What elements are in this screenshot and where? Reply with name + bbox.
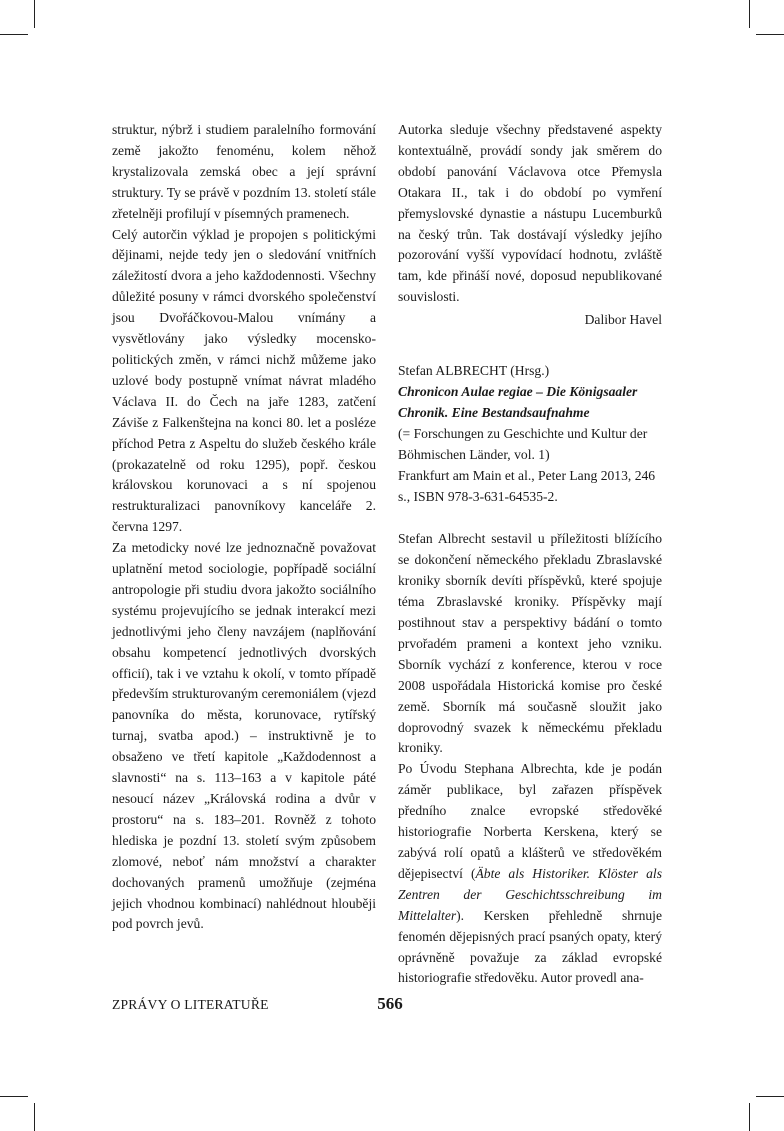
crop-mark xyxy=(0,1096,28,1097)
paragraph xyxy=(398,759,662,989)
review-signature: Dalibor Havel xyxy=(584,312,662,328)
crop-mark xyxy=(756,1096,784,1097)
paragraph: Autorka sleduje všechny představené aspekty kontextuálně, provádí sondy jak směrem do období panování Václavova otce Přemysla Otakara II., tak i do období po vymření přemyslovské dynastie a nástupu Lucemburků na český trůn. Tak dostávají výsledky jejího pozorování vyšší vypovídací hodnotu, zvláště tam, kde přináší nové, doposud nepublikované souvislosti. xyxy=(398,122,662,305)
crop-mark xyxy=(756,34,784,35)
crop-mark xyxy=(0,34,28,35)
paragraph: Stefan Albrecht sestavil u příležitosti blížícího se dokončení německého překladu Zbraslavské kroniky sborník devíti příspěvků, které spojuje téma Zbraslavské kroniky. Příspěvky mají postihnout stav a perspektivy bádání o tomto prvořadém prameni a kontext jeho vzniku. Sborník vychází z konference, kterou v roce 2008 uspořádala Historická komise pro české země. Sborník má současně sloužit jako doprovodný svazek k německému překladu kroniky. xyxy=(398,531,662,756)
reference-series: (= Forschungen zu Geschichte und Kultur der Böhmischen Länder, vol. 1) xyxy=(398,425,648,462)
paragraph: struktur, nýbrž i studiem paralelního formování země jakožto fenoménu, kolem něhož krystalizovala zemská obec a její správní struktury. Ty se právě v pozdním 13. století stále zřetelněji profilují v písemných pramenech. xyxy=(112,122,376,221)
crop-mark xyxy=(749,0,750,28)
right-column xyxy=(398,120,662,989)
book-reference xyxy=(398,361,662,507)
paragraph: Celý autorčin výklad je propojen s politickými dějinami, nejde tedy jen o sledování vnitřních záležitostí dvora a jeho každodennosti. Všechny důležité posuny v rámci dvorského společenství jsou Dvořáčkovou-Malou vnímány a vysvětlovány jako výsledky mocensko-politických změn, v rámci nichž můžeme jako uzlové body postupně vnímat návrat mladého Václava II. do Čech na jaře 1283, zatčení Záviše z Falkenštejna na konci 80. let a posléze příchod Petra z Aspeltu do služeb českého krále (prokazatelně od roku 1295), popř. českou královskou korunovaci a s ní spojenou restrukturalizaci panovníkovy kanceláře 2. června 1297. xyxy=(112,226,376,535)
crop-mark xyxy=(34,1103,35,1131)
paragraph: Za metodicky nové lze jednoznačně považovat uplatnění metod sociologie, popřípadě sociální antropologie při studiu dvora jakožto sociálního systému projevujícího se jednak interakcí mezi jednotlivými jeho členy navzájem (naplňování obsahu kompetencí jednotlivých dvorských officií), tak i ve vztahu k okolí, v tomto případě především strukturovaným ceremoniálem (vjezd panovníka do města, korunovace, rytířský turnaj, svatba apod.) – instruktivně je to obsaženo ve třetí kapitole „Každodennost a slavnosti“ na s. 113–163 a v kapitole páté nesoucí název „Královská rodina a dvůr v prostoru“ na s. 183–201. Rovněž z tohoto hlediska je pozdní 13. století svým způsobem zlomové, neboť nám množství a charakter dochovaných pramenů umožňuje (zejména jejich vhodnou kombinací) nahlédnout hlouběji pod povrch jevů. xyxy=(112,540,376,932)
reference-title: Chronicon Aulae regiae – Die Königsaaler Chronik. Eine Bestandsaufnahme xyxy=(398,383,638,420)
paragraph-text: ). Kersken přehledně shrnuje fenomén dějepisných prací psaných opaty, který oprávněně považuje za základ evropské historiografie středověku. Autor provedl ana- xyxy=(398,907,662,986)
running-footer-title: ZPRÁVY O LITERATUŘE xyxy=(112,997,269,1012)
page-number: 566 xyxy=(377,994,403,1013)
crop-mark xyxy=(749,1103,750,1131)
italic-title: Äbte als Historiker. Klöster als Zentren der Geschichtsschreibung im Mittelalter xyxy=(398,865,662,923)
reference-author: Stefan ALBRECHT (Hrsg.) xyxy=(398,363,550,379)
crop-mark xyxy=(34,0,35,28)
left-column xyxy=(112,120,376,935)
reference-imprint: Frankfurt am Main et al., Peter Lang 2013, 246 s., ISBN 978-3-631-64535-2. xyxy=(398,467,656,504)
paragraph-text: Po Úvodu Stephana Albrechta, kde je podán záměr publikace, byl zařazen příspěvek předního znalce evropské středověké historiografie Norberta Kerskena, který se zabývá rolí opatů a klášterů ve středověkém dějepisectví ( xyxy=(398,761,662,881)
